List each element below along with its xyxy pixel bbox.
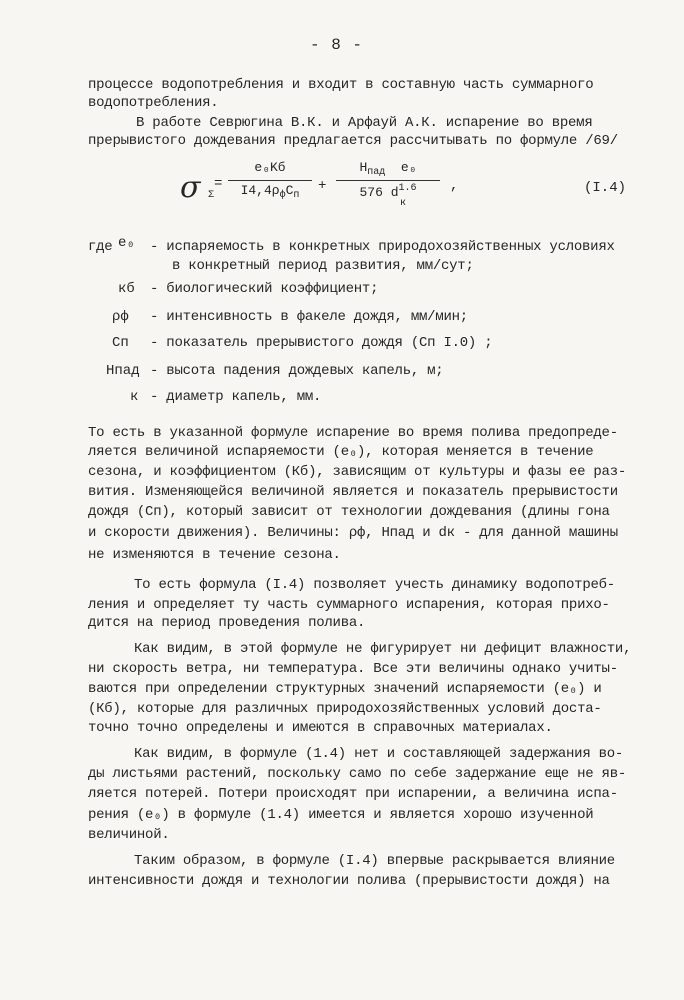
formula-fraction-2 xyxy=(336,160,440,209)
fraction-1-denominator xyxy=(228,183,312,201)
fraction-bar xyxy=(228,180,312,181)
den-exponent: 1.6 xyxy=(398,183,417,194)
body-line: дождя (Сп), который зависит от технологии дождевания (длины гона xyxy=(88,504,610,520)
body-line: ления и определяет ту часть суммарного испарения, которая прихо- xyxy=(88,597,610,613)
body-line: и скорости движения). Величины: ρф, Нпад и dк - для данной машины xyxy=(88,525,618,541)
def-text: в конкретный период развития, мм/сут; xyxy=(172,258,474,274)
body-line: рения (e₀) в формуле (1.4) имеется и является хорошо изученной xyxy=(88,807,594,823)
num-e: e₀ xyxy=(400,160,417,175)
body-line: ляется потерей. Потери происходят при испарении, а величина испа- xyxy=(88,786,618,802)
body-line: Как видим, в формуле (1.4) нет и составляющей задержания во- xyxy=(134,746,624,762)
fraction-bar xyxy=(336,180,440,181)
body-line: ды листьями растений, поскольку само по себе задержание еще не яв- xyxy=(88,766,626,782)
body-line: вития. Изменяющейся величиной является и показатель прерывистости xyxy=(88,484,618,500)
body-line: дится на период проведения полива. xyxy=(88,615,366,631)
fraction-1-numerator: e₀Kб xyxy=(254,160,286,175)
formula-lhs: σ xyxy=(180,170,201,205)
def-symbol: Сп xyxy=(112,335,129,351)
formula-fraction-1 xyxy=(228,160,312,201)
intro-line: В работе Севрюгина В.К. и Арфауй А.К. испарение во время xyxy=(136,115,593,131)
intro-line: процессе водопотребления и входит в составную часть суммарного xyxy=(88,77,594,93)
page-number: - 8 - xyxy=(310,36,364,54)
body-line: величиной. xyxy=(88,827,170,843)
den-coef: I4,4 xyxy=(240,183,272,198)
intro-line: водопотребления. xyxy=(88,95,219,111)
equation-number: (I.4) xyxy=(584,180,627,196)
body-line: Как видим, в этой формуле не фигурирует ни дефицит влажности, xyxy=(134,641,632,657)
formula-i4 xyxy=(180,160,660,230)
def-symbol: к xyxy=(130,389,139,405)
body-line: То есть в указанной формуле испарение во время полива предопреде- xyxy=(88,425,618,441)
body-line: точно точно определены и имеются в справочных материалах. xyxy=(88,720,553,736)
den-576d: 576 d xyxy=(359,185,399,200)
den-c: C xyxy=(285,183,294,198)
def-symbol: кб xyxy=(118,281,135,297)
body-line: (Кб), которые для различных природохозяйственных условий доста- xyxy=(88,701,602,717)
def-text: - интенсивность в факеле дождя, мм/мин; xyxy=(150,309,468,325)
body-line: интенсивности дождя и технологии полива (прерывистости дождя) на xyxy=(88,873,610,889)
den-c-sub: п xyxy=(293,190,300,201)
body-line: ни скорость ветра, ни температура. Все эти величины однако учиты- xyxy=(88,661,618,677)
def-text: - диаметр капель, мм. xyxy=(150,389,322,405)
den-rho-sub: ф xyxy=(279,190,286,201)
body-line: ляется величиной испаряемости (e₀), которая меняется в течение xyxy=(88,444,594,460)
def-symbol: e₀ xyxy=(118,235,135,251)
def-text: - высота падения дождевых капель, м; xyxy=(150,363,444,379)
body-line: не изменяются в течение сезона. xyxy=(88,547,341,563)
def-text: - биологический коэффициент; xyxy=(150,281,379,297)
body-line: То есть формула (I.4) позволяет учесть динамику водопотреб- xyxy=(134,577,615,593)
formula-lhs-sub: Σ xyxy=(208,190,215,201)
def-symbol: Нпад xyxy=(106,363,140,379)
body-line: сезона, и коэффициентом (Кб), зависящим от культуры и фазы ее раз- xyxy=(88,464,626,480)
den-rho: ρ xyxy=(271,183,280,198)
num-h: H xyxy=(359,160,368,175)
def-text: - испаряемость в конкретных природохозяйственных условиях xyxy=(150,239,615,255)
body-line: Таким образом, в формуле (I.4) впервые раскрывается влияние xyxy=(134,853,615,869)
formula-plus: + xyxy=(318,178,327,194)
intro-line: прерывистого дождевания предлагается рассчитывать по формуле /69/ xyxy=(88,133,618,149)
body-line: ваются при определении структурных значений испаряемости (e₀) и xyxy=(88,681,602,697)
def-text: - показатель прерывистого дождя (Сп I.0) ; xyxy=(150,335,493,351)
den-k-sub: к xyxy=(399,198,406,209)
formula-comma: , xyxy=(450,178,459,194)
fraction-2-numerator xyxy=(336,160,440,178)
def-symbol: ρф xyxy=(112,309,129,325)
num-h-sub: пад xyxy=(367,167,386,178)
formula-equals: = xyxy=(214,176,223,192)
definitions-intro: где xyxy=(88,239,113,255)
